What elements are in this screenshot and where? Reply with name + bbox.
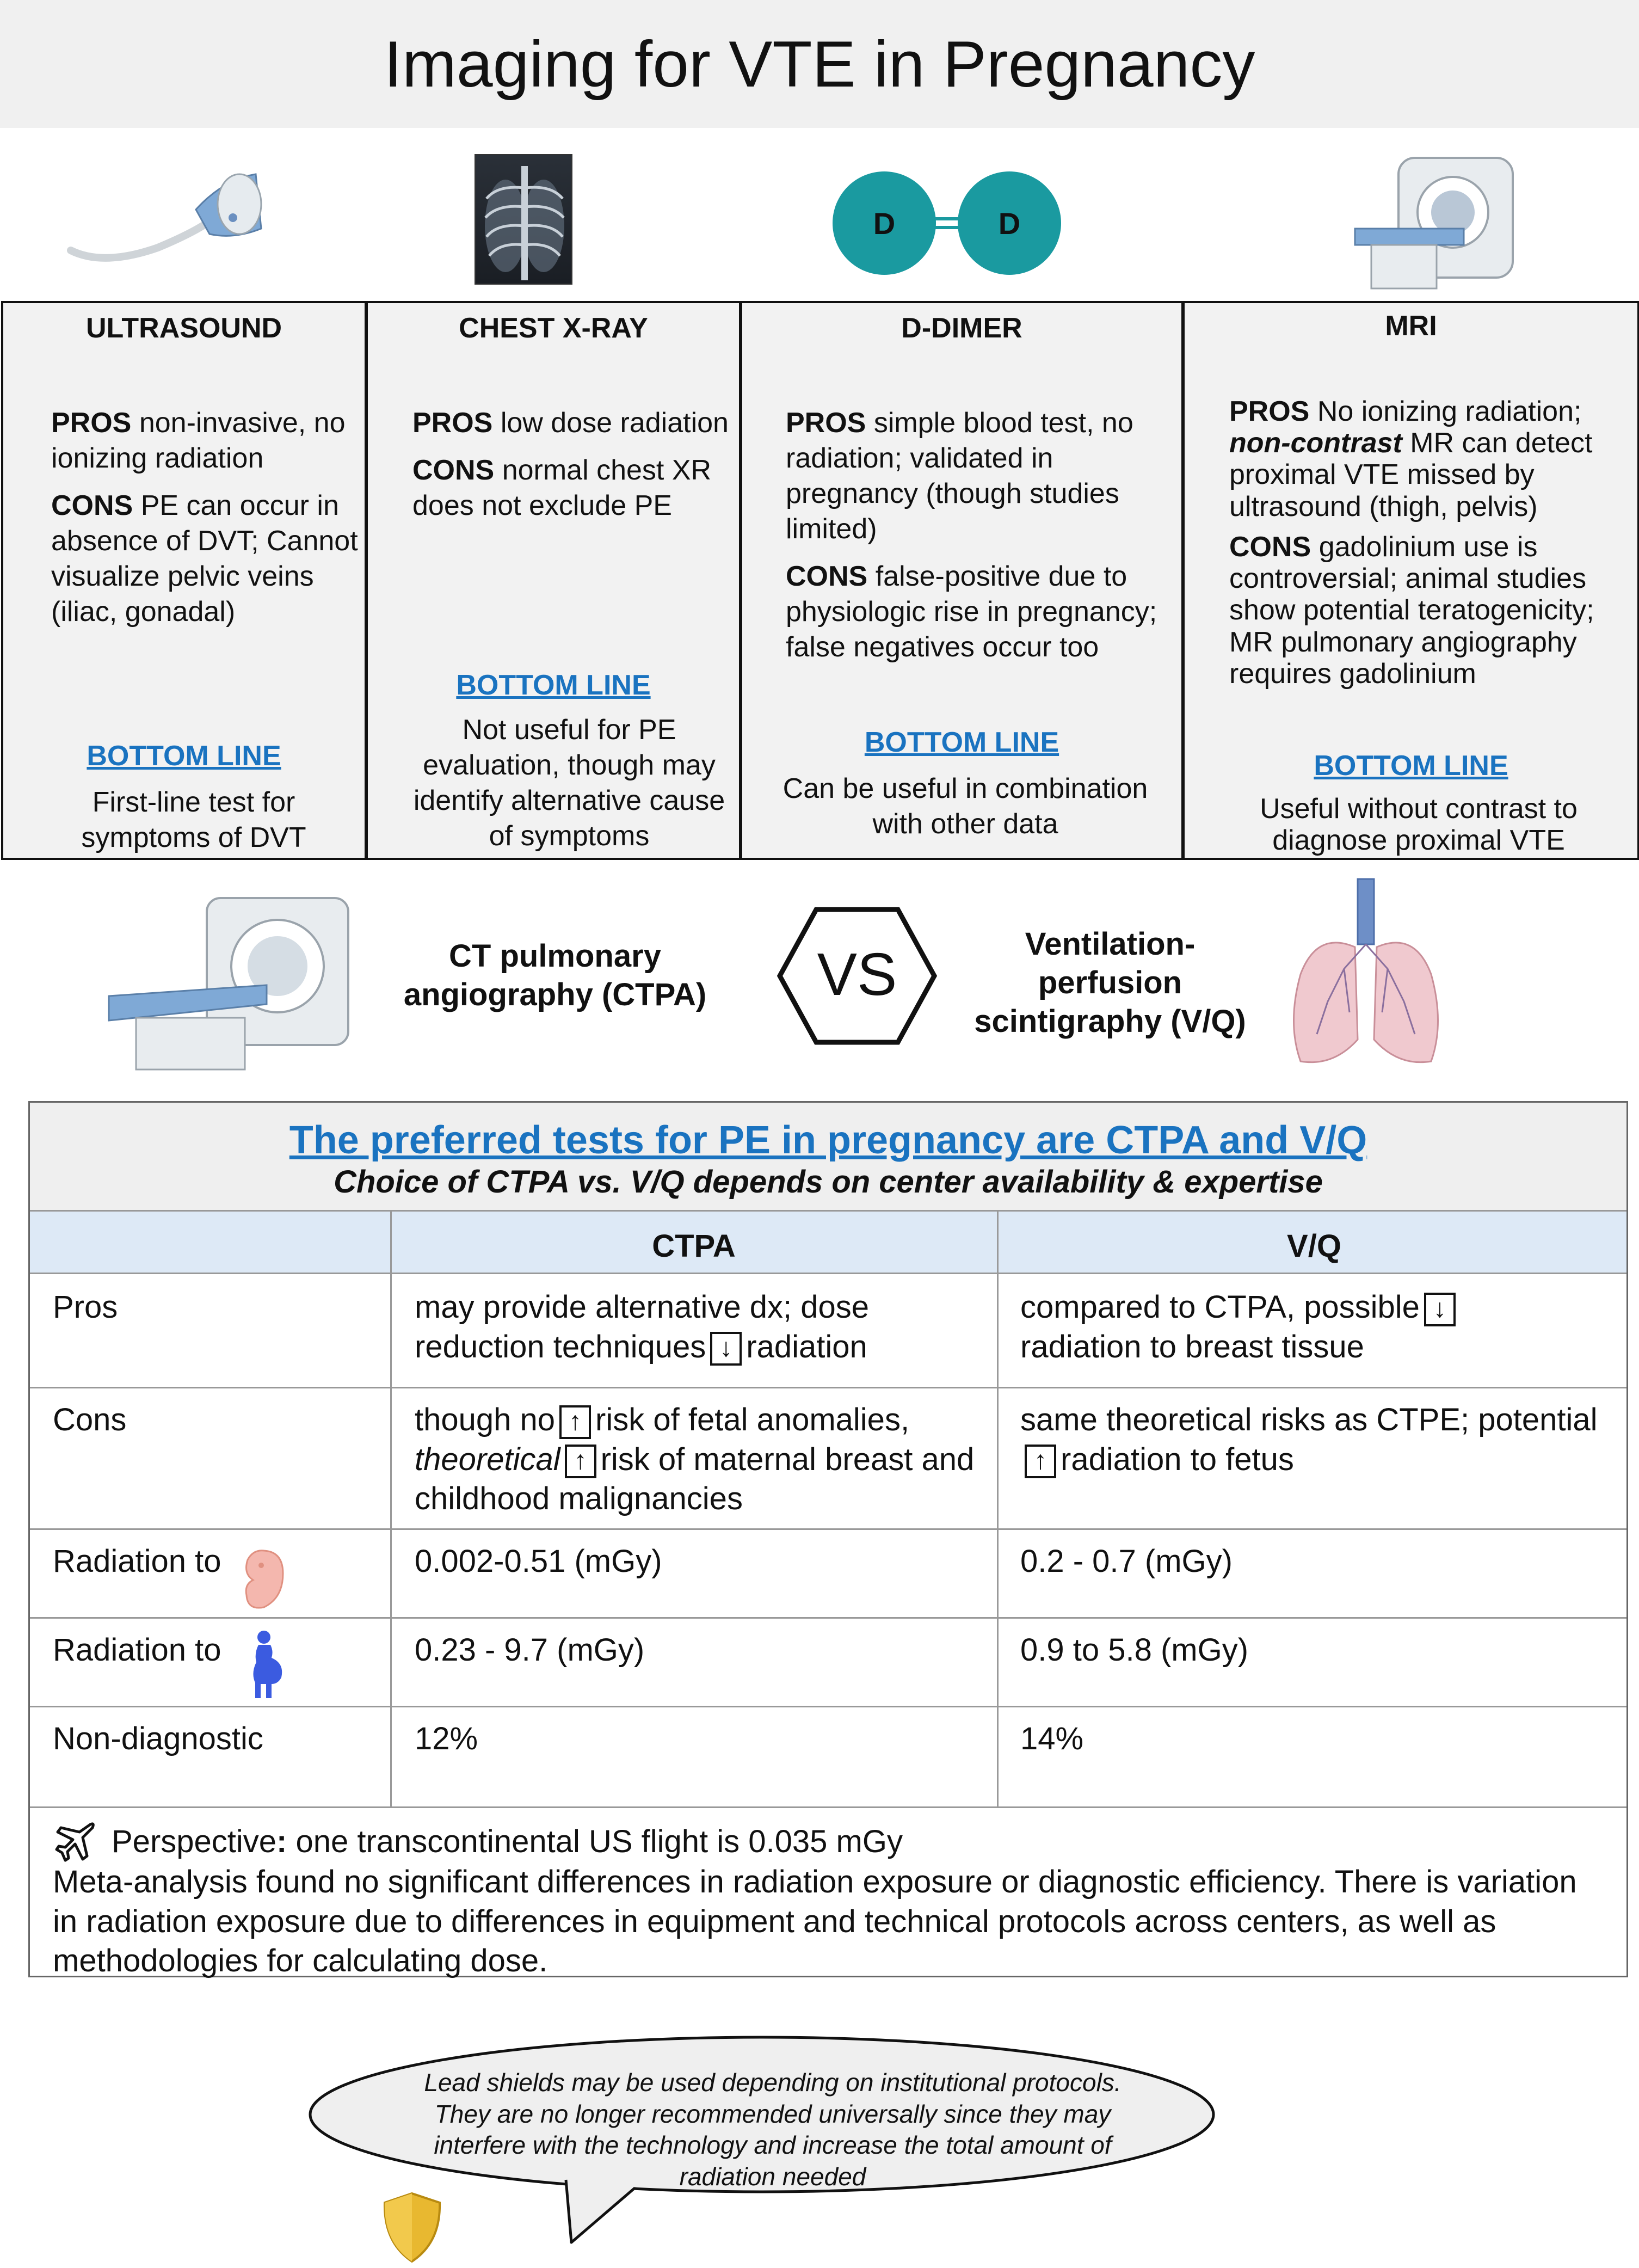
pros-label: PROS [51,407,132,439]
down-arrow-icon: ↓ [710,1332,742,1366]
d-dimer-icon [830,169,1064,278]
cons-text: CONS normal chest XR does not exclude PE [412,454,712,521]
page-title: Imaging for VTE in Pregnancy [384,27,1255,101]
bottom-line-text: Can be useful in combination with other data [782,773,1148,840]
card-body [1229,396,1637,702]
ctpa-radiation-mother: 0.23 - 9.7 (mGy) [415,1632,645,1668]
title-banner [0,0,1639,128]
vq-radiation-mother: 0.9 to 5.8 (mGy) [1020,1632,1249,1668]
non-contrast-emphasis: non-contrast [1229,427,1402,459]
panel-header [30,1103,1626,1212]
vs-badge-text: VS [817,941,897,1008]
vq-cons: same theoretical risks as CTPE; potential↑ radiation to fetus [1020,1400,1619,1479]
ctpa-cons: though no ↑ risk of fetal anomalies, theoretical ↑ risk of maternal breast and childhood malignancies [415,1402,975,1516]
table-row-pros [30,1274,1626,1388]
card-body [786,405,1180,677]
ctpa-radiation-fetus: 0.002-0.51 (mGy) [415,1544,662,1579]
pros-text: PROS No ionizing radiation; non-contrast MR can detect proximal VTE missed by ultrasound (thigh, pelvis) [1229,396,1593,523]
card-ultrasound [1,301,367,860]
bottom-line-label: BOTTOM LINE [1314,750,1508,782]
row-label: Pros [53,1289,118,1325]
d-letter-left: D [873,206,896,241]
table-row-nondiag [30,1707,1626,1808]
header-vq: V/Q [1287,1228,1341,1264]
vq-radiation-fetus: 0.2 - 0.7 (mGy) [1020,1544,1233,1579]
card-title: CHEST X-RAY [459,312,648,344]
panel-subtitle: Choice of CTPA vs. V/Q depends on center availability & expertise [334,1164,1323,1200]
bottom-line-text: Not useful for PE evaluation, though may identify alternative cause of symptoms [413,714,725,852]
lungs-icon [1284,876,1447,1072]
header-ctpa: CTPA [652,1228,736,1264]
card-body [51,405,361,642]
ctpa-pros: may provide alternative dx; dose reduction techniques ↓ radiation [415,1288,986,1367]
pros-text: PROS low dose radiation [412,407,729,439]
row-label: Radiation to [53,1632,221,1668]
up-arrow-icon: ↑ [559,1405,591,1439]
bottom-line-label: BOTTOM LINE [456,669,651,701]
cons-label: CONS [786,561,868,592]
vq-label: Ventilation-perfusion scintigraphy (V/Q) [974,926,1246,1039]
row-label: Non-diagnostic [53,1721,263,1756]
card-mri [1182,301,1639,860]
pregnant-woman-icon [248,1630,286,1700]
pros-label: PROS [412,407,493,439]
ct-scanner-icon [103,893,365,1078]
cons-text: CONS PE can occur in absence of DVT; Cannot visualize pelvic veins (iliac, gonadal) [51,490,358,628]
lead-shield-note: Lead shields may be used depending on institutional protocols. They are no longer recommended universally since they may interfere with the technology and increase the total amount of radiation needed [424,2068,1122,2191]
cons-label: CONS [412,454,495,486]
mri-scanner-icon [1350,147,1524,294]
bottom-line-text: Useful without contrast to diagnose proximal VTE [1260,793,1578,857]
bottom-line-text: First-line test for symptoms of DVT [81,786,306,853]
pros-text: PROS non-invasive, no ionizing radiation [51,407,346,474]
bottom-line-label: BOTTOM LINE [87,740,281,772]
table-row-radiation-mother [30,1619,1626,1707]
card-d-dimer [740,301,1184,860]
vq-pros: compared to CTPA, possible ↓ radiation to breast tissue [1020,1288,1619,1367]
bottom-line-label: BOTTOM LINE [864,727,1059,758]
card-title: D-DIMER [901,312,1022,344]
chest-xray-icon [475,154,572,285]
card-body [412,405,734,536]
meta-analysis-text: Meta-analysis found no significant differences in radiation exposure or diagnostic efficiency. There is variation in radiation exposure due to differences in equipment and technical protocols across centers, as well as methodologies for calculating dose. [53,1864,1577,1978]
panel-title: The preferred tests for PE in pregnancy are CTPA and V/Q [289,1118,1367,1162]
vs-hexagon-icon [775,905,939,1047]
down-arrow-icon: ↓ [1424,1293,1456,1326]
d-letter-right: D [998,206,1021,241]
cons-text: CONS false-positive due to physiologic rise in pregnancy; false negatives occur too [786,561,1157,663]
airplane-icon [54,1820,97,1863]
table-row-cons [30,1388,1626,1530]
perspective-section [30,1808,1626,1977]
cons-text: CONS gadolinium use is controversial; animal studies show potential teratogenicity; MR pulmonary angiography requires gadolinium [1229,531,1594,690]
column-divider [997,1212,999,1808]
perspective-line: Perspective: one transcontinental US flight is 0.035 mGy [112,1824,903,1859]
table-row-radiation-fetus [30,1530,1626,1619]
pros-text: PROS simple blood test, no radiation; validated in pregnancy (though studies limited) [786,407,1133,545]
ctpa-non-diagnostic: 12% [415,1721,478,1756]
row-label: Cons [53,1402,127,1437]
up-arrow-icon: ↑ [565,1445,596,1478]
card-title: MRI [1385,310,1437,342]
fetus-icon [237,1546,288,1612]
table-header-row [30,1212,1626,1274]
shield-icon [381,2191,443,2264]
card-title: ULTRASOUND [85,312,282,344]
row-label: Radiation to [53,1544,221,1579]
card-chest-xray [366,301,741,860]
pros-label: PROS [1229,396,1310,427]
cons-label: CONS [51,490,133,521]
perspective-label: Perspective [112,1824,277,1859]
ultrasound-probe-icon [60,158,267,278]
ctpa-label: CT pulmonary angiography (CTPA) [403,938,707,1012]
up-arrow-icon: ↑ [1025,1445,1056,1478]
perspective-text: one transcontinental US flight is 0.035 mGy [287,1824,903,1859]
vq-non-diagnostic: 14% [1020,1721,1084,1756]
cons-label: CONS [1229,531,1311,563]
comparison-panel [28,1101,1628,1977]
column-divider [390,1212,392,1808]
pros-label: PROS [786,407,866,439]
